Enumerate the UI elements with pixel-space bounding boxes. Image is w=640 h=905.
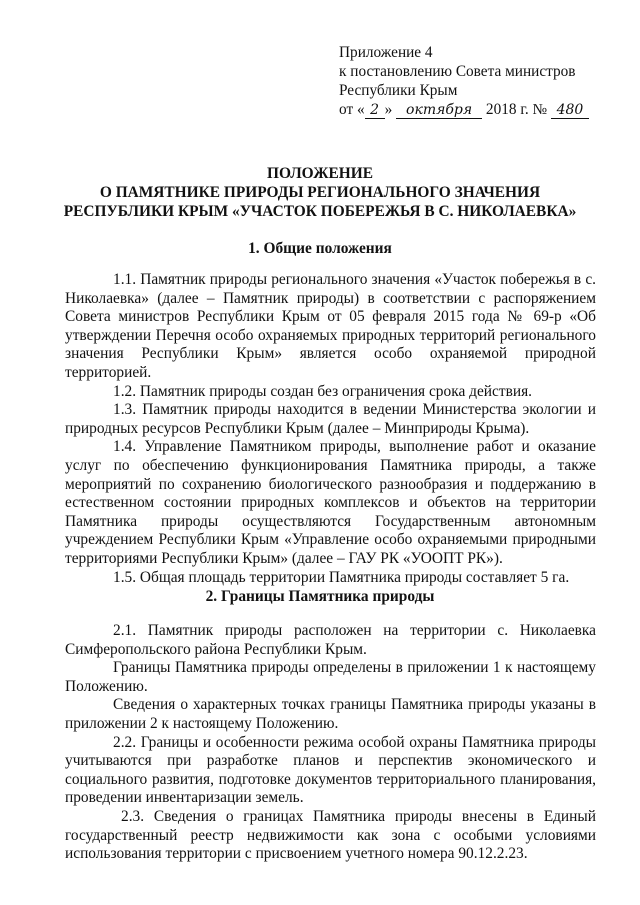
section-2-heading: 2. Границы Памятника природы	[205, 588, 435, 605]
date-day-close: »	[384, 101, 393, 118]
section-1-heading: 1. Общие положения	[248, 240, 392, 257]
title-line-3: РЕСПУБЛИКИ КРЫМ «УЧАСТОК ПОБЕРЕЖЬЯ В С. НИКОЛАЕВКА»	[63, 203, 577, 220]
paragraph-1-5: 1.5. Общая площадь территории Памятника природы составляет 5 га.	[113, 568, 570, 586]
title-line-2: О ПАМЯТНИКЕ ПРИРОДЫ РЕГИОНАЛЬНОГО ЗНАЧЕНИЯ	[99, 184, 541, 201]
paragraph-1-4: 1.4. Управление Памятником природы, выполнение работ и оказание услуг по обеспечению функционирования Памятника природы, а также мероприятий по сохранению биологического разнообразия и поддержанию в естественном состоянии природных комплексов и объектов на территории Памятника природы осуществляются Государственным автономным учреждением Республики Крым «Управление особо охраняемыми природными территориями Республики Крым» (далее – ГАУ РК «УООПТ РК»).	[65, 438, 596, 567]
section-2-body	[65, 622, 596, 864]
annex-line-1: Приложение 4	[339, 44, 433, 61]
paragraph-2-3: 2.3. Сведения о границах Памятника природы внесены в Единый государственный реестр недвижимости как зона с особыми условиями использования территории с присвоением учетного номера 90.12.2.23.	[65, 807, 596, 863]
paragraph-2-1-a: Границы Памятника природы определены в приложении 1 к настоящему Положению.	[65, 659, 596, 695]
paragraph-2-1-b: Сведения о характерных точках границы Памятника природы указаны в приложении 2 к настоящему Положению.	[65, 696, 596, 732]
date-year: 2018 г. №	[485, 101, 548, 118]
paragraph-2-1: 2.1. Памятник природы расположен на территории с. Николаевка Симферопольского района Республики Крым.	[65, 622, 596, 658]
paragraph-1-2: 1.2. Памятник природы создан без ограничения срока действия.	[113, 382, 533, 400]
paragraph-1-3: 1.3. Памятник природы находится в ведении Министерства экологии и природных ресурсов Республики Крым (далее – Минприроды Крыма).	[65, 401, 596, 437]
annex-date-line	[339, 100, 589, 119]
annex-line-2: к постановлению Совета министров	[339, 63, 576, 80]
date-prefix: от «	[339, 101, 365, 118]
handwritten-month: октября	[396, 102, 482, 119]
handwritten-number: 480	[551, 102, 589, 119]
handwritten-day: 2	[365, 102, 385, 119]
paragraph-1-1: 1.1. Памятник природы регионального значения «Участок побережья в с. Николаевка» (далее – Памятник природы) в соответствии с распоряжением Совета министров Республики Крым от 05 февраля 2015 года № 69-р «Об утверждении Перечня особо охраняемых природных территорий регионального значения Республики Крым» является особо охраняемой природной территорией.	[65, 271, 596, 381]
document-title	[40, 164, 600, 221]
title-line-1: ПОЛОЖЕНИЕ	[267, 165, 373, 182]
annex-line-3: Республики Крым	[339, 82, 458, 99]
annex-block	[339, 43, 589, 119]
paragraph-2-2: 2.2. Границы и особенности режима особой охраны Памятника природы учитываются при разработке планов и перспектив экономического и социального развития, подготовке документов территориального планирования, проведении инвентаризации земель.	[65, 733, 596, 807]
section-1-body	[65, 271, 596, 587]
